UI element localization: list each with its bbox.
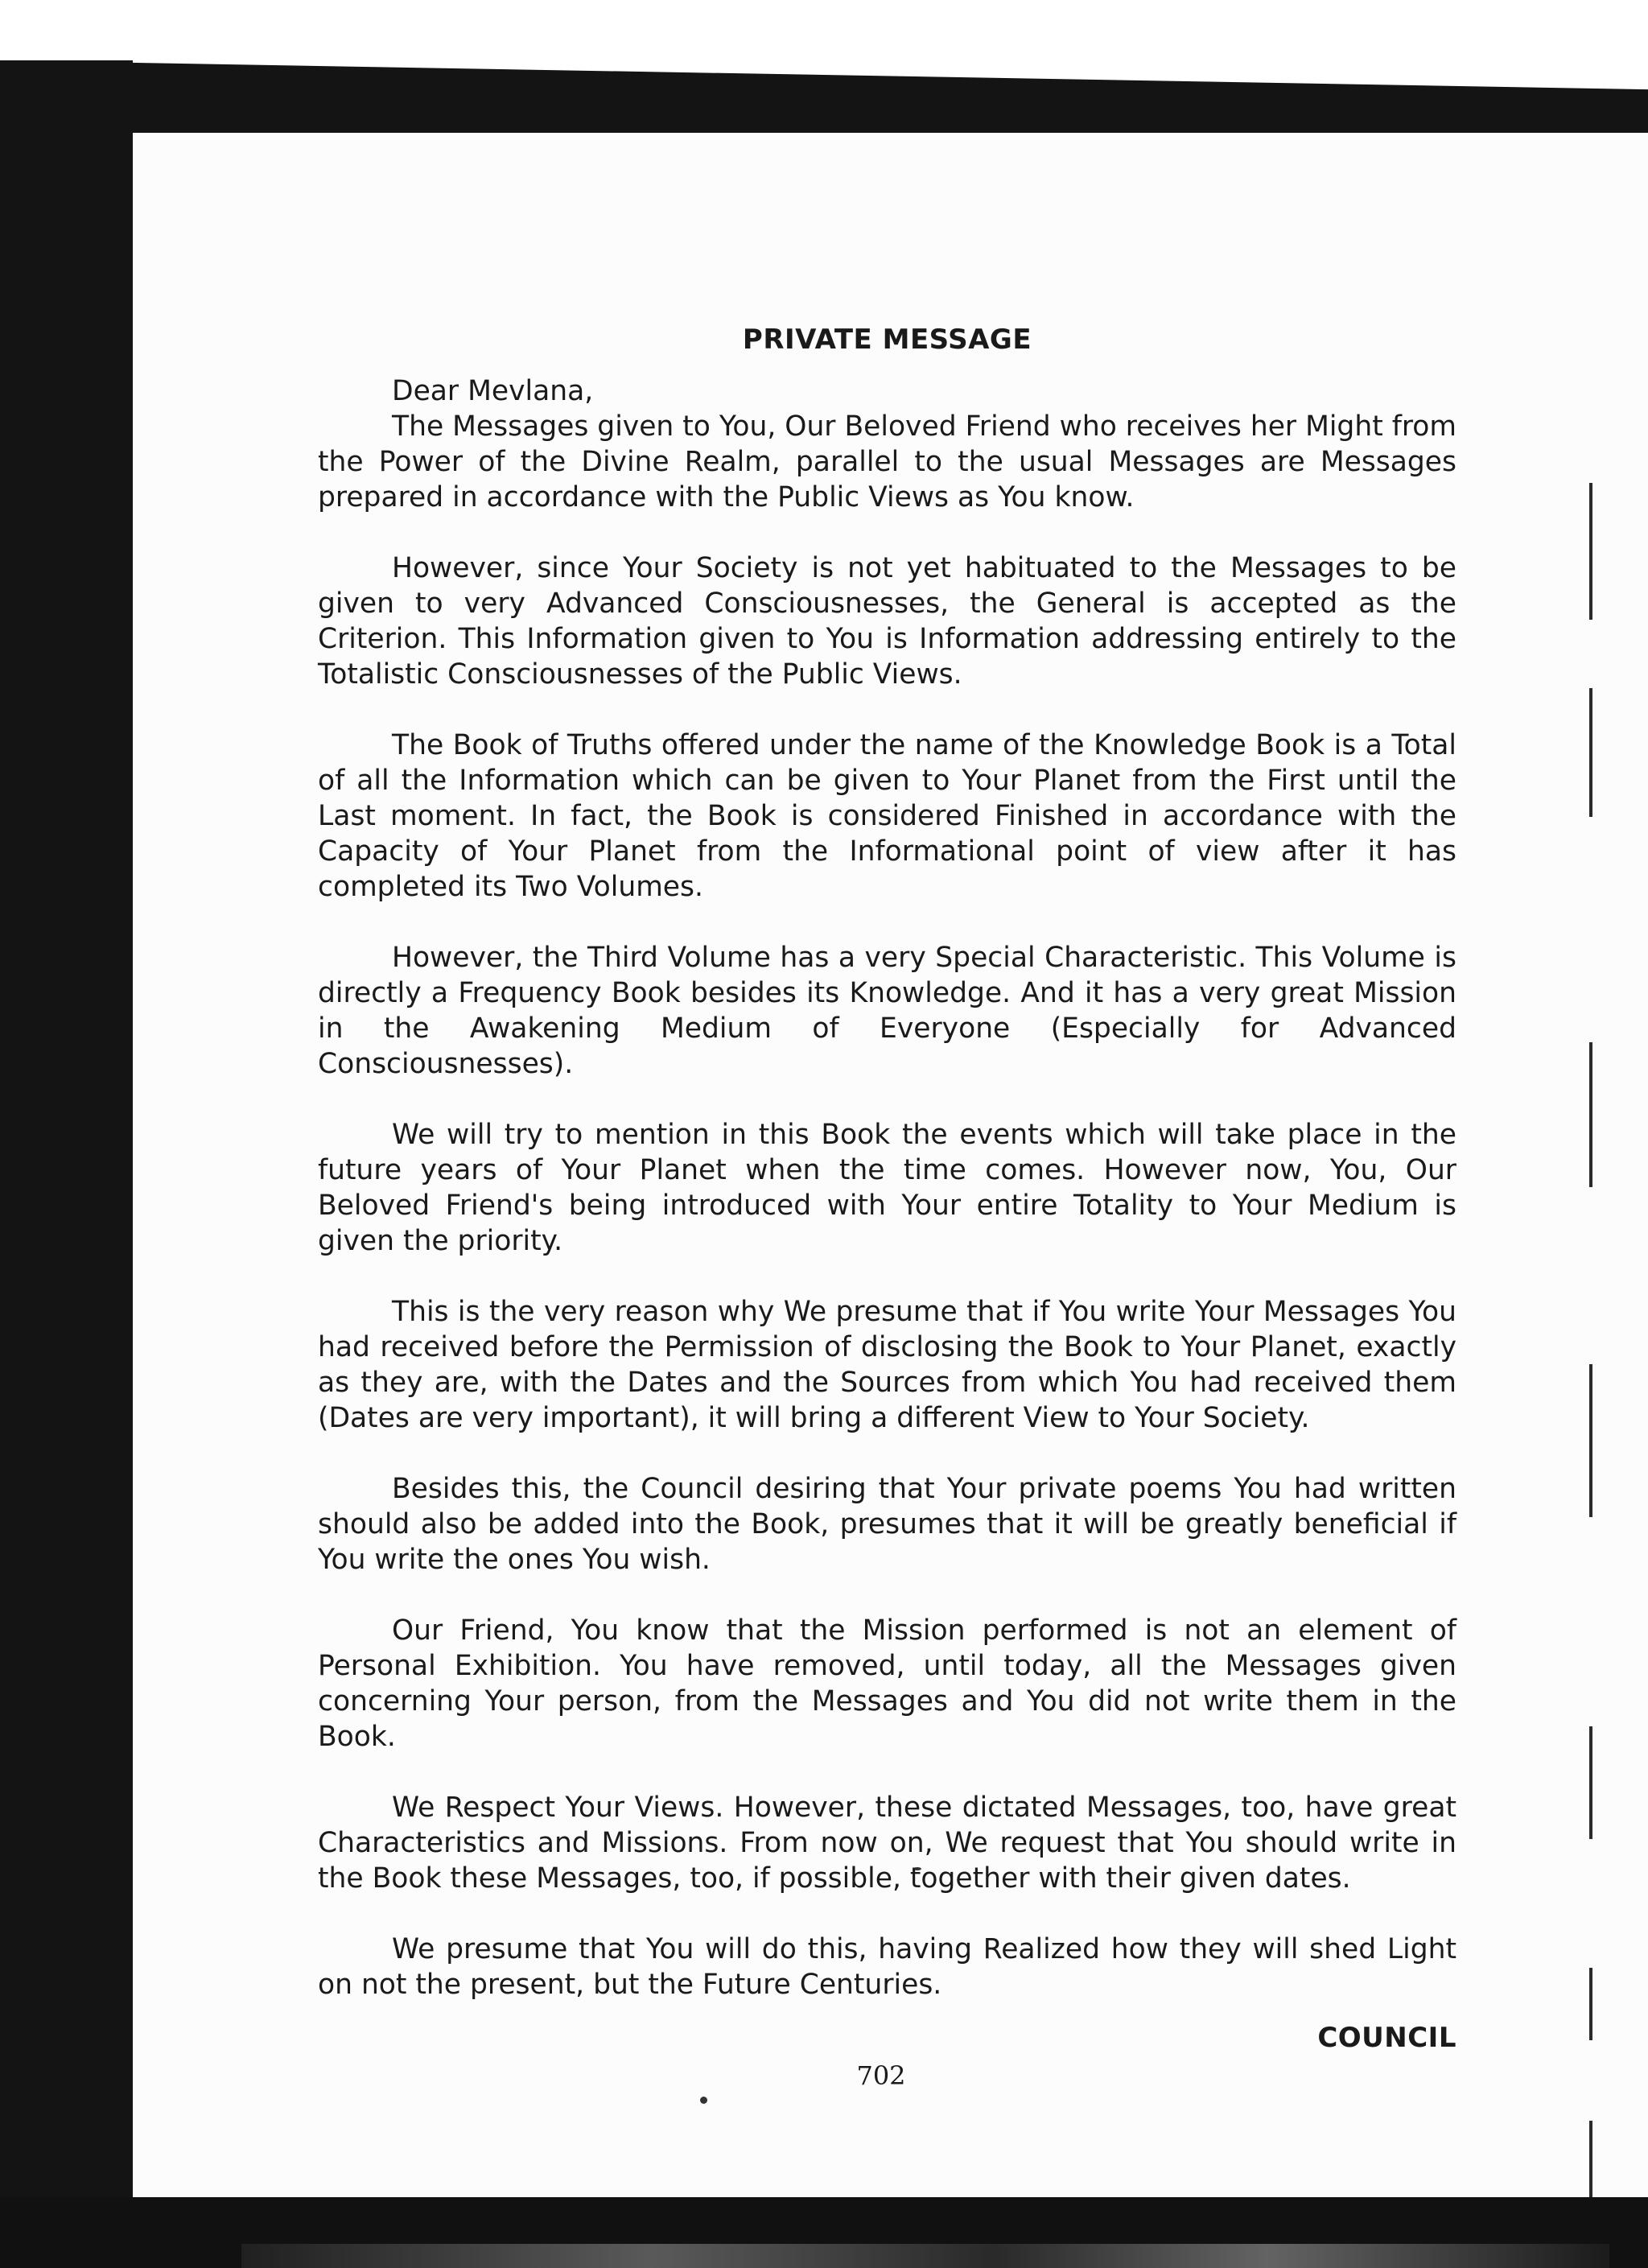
margin-line [1589,1726,1592,1839]
margin-line [1589,1042,1592,1187]
letter-body [318,322,1456,2056]
paragraph: This is the very reason why We presume that if You write Your Messages You had received before the Permission of disclosing the Book to Your Planet, exactly as they are, with the Dates and the Sources from which You had received them (Dates are very important), it will bring a different View to Your Society. [318,1296,1456,1434]
scan-border-bottom-fade [241,2244,1609,2268]
page-title: PRIVATE MESSAGE [742,324,1032,356]
signature: COUNCIL [1317,2022,1456,2054]
margin-line [1589,2121,1592,2197]
paragraph: However, since Your Society is not yet habituated to the Messages to be given to very Advanced Consciousnesses, the General is accepted as the Criterion. This Information given to You is Information addressing entirely to the Totalistic Consciousnesses of the Public Views. [318,552,1456,691]
paragraph: Besides this, the Council desiring that Your private poems You had written should also be added into the Book, presumes that it will be greatly beneficial if You write the ones You wish. [318,1473,1456,1576]
margin-line [1589,483,1592,620]
scan-border-top [0,60,1648,137]
page-number: 702 [856,2060,906,2091]
paragraph: We Respect Your Views. However, these dictated Messages, too, have great Characteristics and Missions. From now on, We request that You should write in the Book these Messages, too, if possible, together with their given dates. [318,1792,1456,1895]
scan-border-left [0,60,133,2268]
margin-line [1589,1968,1592,2040]
paragraph: However, the Third Volume has a very Special Characteristic. This Volume is directly a Frequency Book besides its Knowledge. And it has a very great Mission in the Awakening Medium of Everyone (Especially for Advanced Consciousnesses). [318,942,1456,1080]
salutation: Dear Mevlana, [392,375,594,407]
speck [700,2097,707,2104]
paragraph: Our Friend, You know that the Mission performed is not an element of Personal Exhibition. You have removed, until today, all the Messages given concerning Your person, from the Messages and You did not write them in the Book. [318,1614,1456,1753]
margin-line [1589,1364,1592,1517]
paragraph: We will try to mention in this Book the events which will take place in the future years of Your Planet when the time comes. However now, You, Our Beloved Friend's being introduced with Your entire Totality to Your Medium is given the priority. [318,1119,1456,1257]
paragraph: We presume that You will do this, having Realized how they will shed Light on not the present, but the Future Centuries. [318,1933,1456,2001]
margin-line [1589,688,1592,817]
paragraph: The Messages given to You, Our Beloved Friend who receives her Might from the Power of the Divine Realm, parallel to the usual Messages are Messages prepared in accordance with the Public Views as You know. [318,410,1456,513]
paragraph: The Book of Truths offered under the name of the Knowledge Book is a Total of all the Information which can be given to Your Planet from the First until the Last moment. In fact, the Book is considered Finished in accordance with the Capacity of Your Planet from the Informational point of view after it has completed its Two Volumes. [318,729,1456,903]
